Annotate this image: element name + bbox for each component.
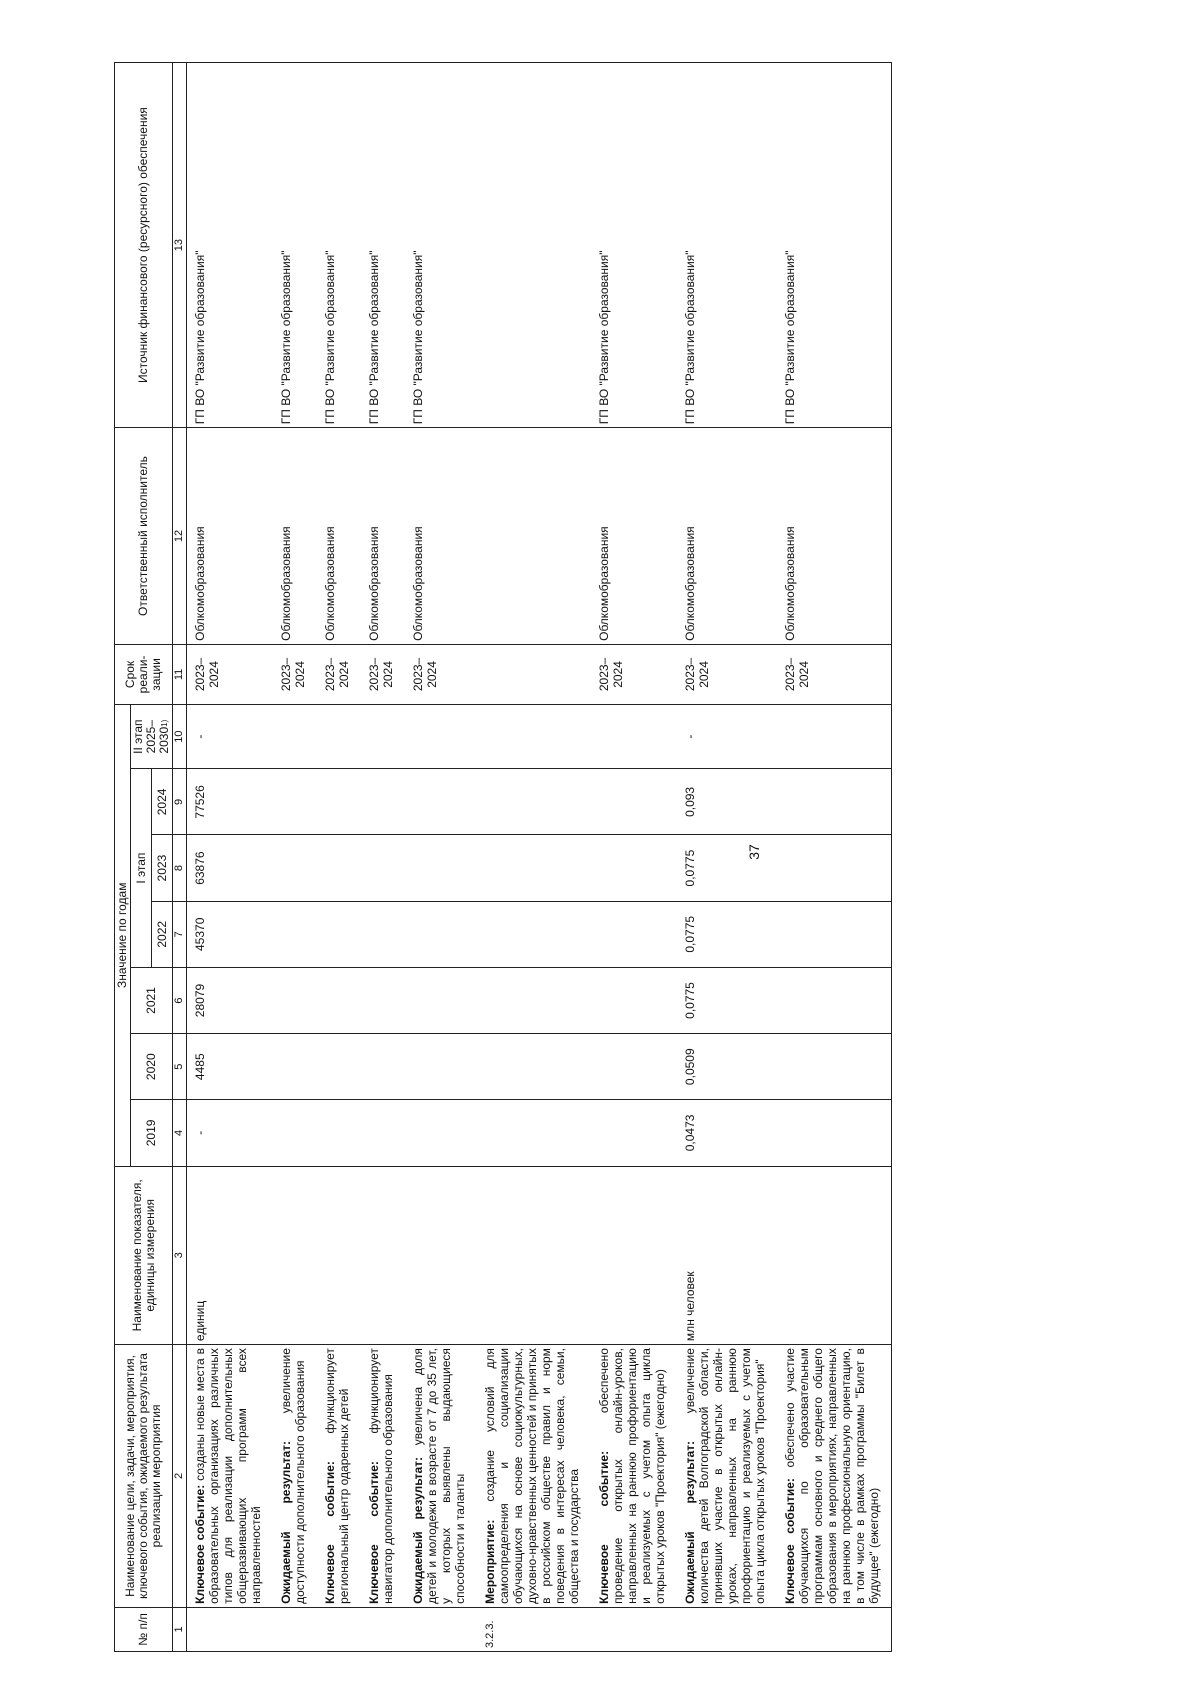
header-stage1: I этап (131, 769, 152, 968)
row-number: 3.2.3. (477, 1607, 591, 1651)
item-type-label: Ключевое событие: (323, 1461, 337, 1604)
table-row (361, 63, 405, 1652)
source-cell: ГП ВО "Развитие образования" (317, 63, 361, 428)
term-cell: 2023–2024 (777, 644, 892, 704)
unit-cell: млн человек (677, 1166, 777, 1345)
colnum: 13 (173, 63, 187, 428)
unit-cell (361, 1166, 405, 1345)
header-exec: Ответственный исполнитель (115, 428, 173, 645)
page-number: 37 (746, 844, 762, 860)
colnum: 6 (173, 967, 187, 1033)
term-cell: 2023–2024 (405, 644, 477, 704)
value-2022 (405, 901, 477, 967)
table-row (317, 63, 361, 1652)
colnum: 12 (173, 428, 187, 645)
item-text: функционирует навигатор дополнительного образования (367, 1348, 395, 1604)
term-cell: 2023–2024 (361, 644, 405, 704)
value-2022 (361, 901, 405, 967)
item-text: увеличение доступности дополнительного образования (279, 1348, 307, 1604)
value-2021 (777, 967, 892, 1033)
value-2023 (477, 835, 591, 901)
value-2024: 77526 (187, 769, 274, 835)
executor-cell (477, 428, 591, 645)
value-2019 (591, 1100, 677, 1166)
header-values: Значение по годам (115, 705, 131, 1166)
unit-cell (591, 1166, 677, 1345)
header-2022: 2022 (152, 901, 173, 967)
value-2021 (361, 967, 405, 1033)
table-row (677, 63, 777, 1652)
executor-cell: Облкомобразования (591, 428, 677, 645)
table-row (777, 63, 892, 1652)
row-number (405, 1607, 477, 1651)
item-text: функционирует региональный центр одаренных детей (323, 1348, 351, 1604)
colnum: 11 (173, 644, 187, 704)
value-2021 (591, 967, 677, 1033)
colnum: 9 (173, 769, 187, 835)
colnum: 4 (173, 1100, 187, 1166)
value-2022 (317, 901, 361, 967)
name-cell (777, 1345, 892, 1608)
value-2022 (273, 901, 317, 967)
term-cell: 2023–2024 (591, 644, 677, 704)
value-2019: - (187, 1100, 274, 1166)
name-cell (273, 1345, 317, 1608)
row-number (187, 1607, 274, 1651)
value-stage2 (317, 705, 361, 769)
value-2020 (405, 1034, 477, 1100)
executor-cell: Облкомобразования (405, 428, 477, 645)
row-number (361, 1607, 405, 1651)
value-2023: 63876 (187, 835, 274, 901)
value-stage2 (777, 705, 892, 769)
value-stage2 (361, 705, 405, 769)
item-type-label: Ожидаемый результат: (411, 1457, 425, 1604)
value-2020 (361, 1034, 405, 1100)
value-2022: 0,0775 (677, 901, 777, 967)
row-number (677, 1607, 777, 1651)
source-cell (477, 63, 591, 428)
value-2023 (777, 835, 892, 901)
item-type-label: Ключевое событие: (597, 1450, 611, 1604)
item-text: создание условий для самоопределения и социализации обучающихся на основе социокультурных, духовно-нравственных ценностей и принятых в российском обществе правил и норм поведения в интересах человека, семьи, общества и государства (483, 1348, 581, 1604)
value-2020 (591, 1034, 677, 1100)
value-2020 (317, 1034, 361, 1100)
unit-cell (777, 1166, 892, 1345)
program-table (114, 62, 892, 1652)
header-stage2 (131, 705, 173, 769)
value-2022 (591, 901, 677, 967)
value-2019 (317, 1100, 361, 1166)
value-stage2 (591, 705, 677, 769)
value-stage2: - (187, 705, 274, 769)
value-2020 (477, 1034, 591, 1100)
table-body (187, 63, 892, 1652)
item-type-label: Ожидаемый результат: (279, 1441, 293, 1604)
header-term: Срок реали- зации (115, 644, 173, 704)
term-cell: 2023–2024 (187, 644, 274, 704)
header-stage2-sup: 1) (160, 719, 169, 727)
unit-cell (477, 1166, 591, 1345)
value-2023 (405, 835, 477, 901)
colnum: 10 (173, 705, 187, 769)
value-2021 (273, 967, 317, 1033)
value-2022 (777, 901, 892, 967)
rotated-table-wrapper (114, 62, 1196, 1652)
value-2022 (477, 901, 591, 967)
header-2023: 2023 (152, 835, 173, 901)
table-row (405, 63, 477, 1652)
executor-cell: Облкомобразования (273, 428, 317, 645)
row-number (317, 1607, 361, 1651)
value-2024 (477, 769, 591, 835)
row-number (777, 1607, 892, 1651)
value-2024 (273, 769, 317, 835)
item-type-label: Ключевое событие: (783, 1478, 797, 1604)
name-cell (361, 1345, 405, 1608)
column-numbers-row (173, 63, 187, 1652)
value-2019 (405, 1100, 477, 1166)
executor-cell: Облкомобразования (777, 428, 892, 645)
header-2019: 2019 (131, 1100, 173, 1166)
unit-cell (273, 1166, 317, 1345)
unit-cell (317, 1166, 361, 1345)
name-cell (677, 1345, 777, 1608)
value-2019 (273, 1100, 317, 1166)
value-2019 (477, 1100, 591, 1166)
item-text: обеспечено участие обучающихся по образовательным программам основного и среднего общего образования в мероприятиях, направленных на раннюю профессиональную ориентацию, в том числе в рамках программы "Билет в будущее" (ежегодно) (783, 1348, 881, 1604)
table-row (187, 63, 274, 1652)
value-2021 (477, 967, 591, 1033)
colnum: 3 (173, 1166, 187, 1345)
header-no: № п/п (115, 1607, 173, 1651)
value-2021: 0,0775 (677, 967, 777, 1033)
term-cell: 2023–2024 (273, 644, 317, 704)
table-row (477, 63, 591, 1652)
header-unit: Наименование показателя, единицы измерения (115, 1166, 173, 1345)
value-2024 (777, 769, 892, 835)
term-cell: 2023–2024 (677, 644, 777, 704)
value-2024 (317, 769, 361, 835)
value-stage2 (477, 705, 591, 769)
item-text: созданы новые места в образовательных организациях различных типов для реализации дополнительных общеразвивающих программ всех направленностей (193, 1348, 263, 1604)
value-2019: 0,0473 (677, 1100, 777, 1166)
value-2024 (405, 769, 477, 835)
term-cell: 2023–2024 (317, 644, 361, 704)
item-text: увеличена доля детей и молодежи в возрасте от 7 до 35 лет, у которых выявлены выдающиеся способности и таланты (411, 1348, 467, 1604)
executor-cell: Облкомобразования (187, 428, 274, 645)
term-cell (477, 644, 591, 704)
value-2023 (591, 835, 677, 901)
source-cell: ГП ВО "Развитие образования" (187, 63, 274, 428)
name-cell (591, 1345, 677, 1608)
table-row (591, 63, 677, 1652)
row-number (273, 1607, 317, 1651)
value-stage2 (273, 705, 317, 769)
value-2021: 28079 (187, 967, 274, 1033)
value-2024 (591, 769, 677, 835)
value-2019 (361, 1100, 405, 1166)
row-number (591, 1607, 677, 1651)
header-name: Наименование цели, задачи, мероприятия, ключевого события, ожидаемого результата реализации мероприятия (115, 1345, 173, 1608)
value-2023 (317, 835, 361, 901)
colnum: 7 (173, 901, 187, 967)
header-stage2-text: II этап 2025–2030 (131, 719, 171, 754)
executor-cell: Облкомобразования (361, 428, 405, 645)
item-type-label: Ключевое событие: (193, 1484, 207, 1604)
executor-cell: Облкомобразования (677, 428, 777, 645)
source-cell: ГП ВО "Развитие образования" (273, 63, 317, 428)
header-2021: 2021 (131, 967, 173, 1033)
value-2023 (273, 835, 317, 901)
value-stage2: - (677, 705, 777, 769)
header-source: Источник финансового (ресурсного) обеспечения (115, 63, 173, 428)
name-cell (477, 1345, 591, 1608)
colnum: 1 (173, 1607, 187, 1651)
item-type-label: Ключевое событие: (367, 1461, 381, 1604)
source-cell: ГП ВО "Развитие образования" (591, 63, 677, 428)
value-2023 (361, 835, 405, 901)
source-cell: ГП ВО "Развитие образования" (677, 63, 777, 428)
executor-cell: Облкомобразования (317, 428, 361, 645)
source-cell: ГП ВО "Развитие образования" (777, 63, 892, 428)
colnum: 8 (173, 835, 187, 901)
header-2020: 2020 (131, 1034, 173, 1100)
value-2020 (273, 1034, 317, 1100)
value-2020 (777, 1034, 892, 1100)
item-type-label: Ожидаемый результат: (683, 1441, 697, 1604)
unit-cell: единиц (187, 1166, 274, 1345)
table-row (273, 63, 317, 1652)
header-2024: 2024 (152, 769, 173, 835)
name-cell (187, 1345, 274, 1608)
value-stage2 (405, 705, 477, 769)
colnum: 2 (173, 1345, 187, 1608)
value-2020: 0,0509 (677, 1034, 777, 1100)
source-cell: ГП ВО "Развитие образования" (405, 63, 477, 428)
value-2021 (317, 967, 361, 1033)
unit-cell (405, 1166, 477, 1345)
value-2020: 4485 (187, 1034, 274, 1100)
value-2019 (777, 1100, 892, 1166)
value-2024 (361, 769, 405, 835)
name-cell (405, 1345, 477, 1608)
value-2024: 0,093 (677, 769, 777, 835)
value-2022: 45370 (187, 901, 274, 967)
item-text: обеспечено проведение открытых онлайн-уроков, направленных на раннюю профориентацию и реализуемых с учетом опыта цикла открытых уроков "Проектория" (ежегодно) (597, 1348, 667, 1604)
colnum: 5 (173, 1034, 187, 1100)
source-cell: ГП ВО "Развитие образования" (361, 63, 405, 428)
name-cell (317, 1345, 361, 1608)
value-2023: 0,0775 (677, 835, 777, 901)
item-text: увеличение количества детей Волгоградской области, принявших участие в открытых онлайн-уроках, направленных на раннюю профориентацию и реализуемых с учетом опыта цикла открытых уроков "Проектория" (683, 1348, 767, 1604)
value-2021 (405, 967, 477, 1033)
item-type-label: Мероприятие: (483, 1519, 497, 1604)
